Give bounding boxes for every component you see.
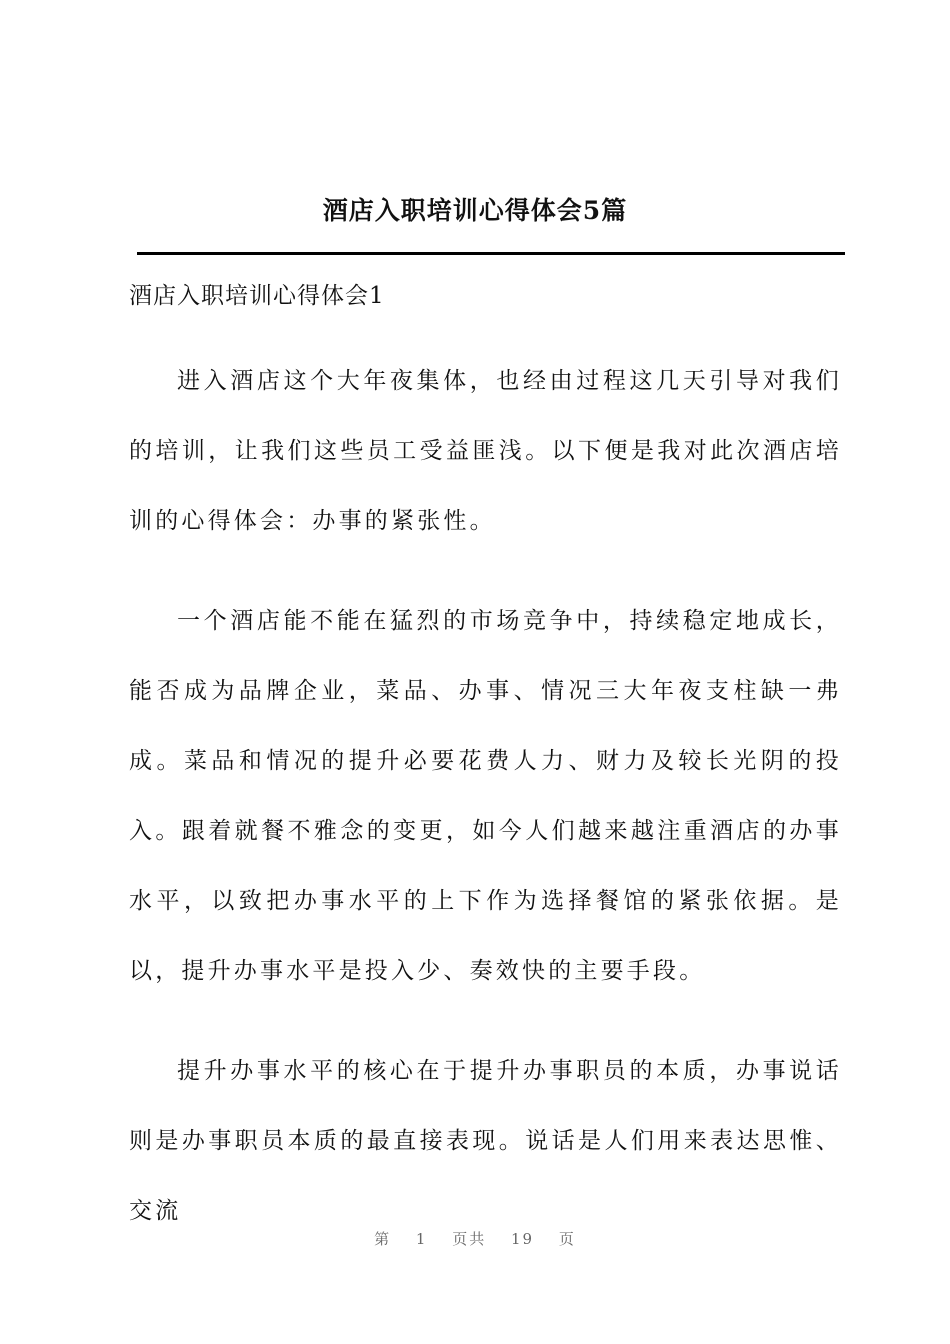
page-label-prefix: 第: [374, 1230, 392, 1248]
page-label-suffix: 页: [558, 1230, 576, 1248]
section-heading: 酒店入职培训心得体会1: [129, 283, 385, 309]
page-footer: [0, 1228, 950, 1249]
title-divider: [137, 252, 845, 255]
document-title: 酒店入职培训心得体会5篇: [322, 196, 628, 225]
paragraph-1: 进入酒店这个大年夜集体，也经由过程这几天引导对我们的培训，让我们这些员工受益匪浅。以下便是我对此次酒店培训的心得体会：办事的紧张性。: [129, 368, 842, 534]
page-label-middle: 页共: [452, 1230, 487, 1248]
paragraph-3: 提升办事水平的核心在于提升办事职员的本质，办事说话则是办事职员本质的最直接表现。说话是人们用来表达思惟、交流: [129, 1058, 842, 1224]
total-pages: 19: [511, 1230, 535, 1248]
paragraph-2: 一个酒店能不能在猛烈的市场竞争中，持续稳定地成长，能否成为品牌企业，菜品、办事、情况三大年夜支柱缺一弗成。菜品和情况的提升必要花费人力、财力及较长光阴的投入。跟着就餐不雅念的变更，如今人们越来越注重酒店的办事水平，以致把办事水平的上下作为选择餐馆的紧张依据。是以，提升办事水平是投入少、奏效快的主要手段。: [129, 608, 842, 984]
document-body: [129, 276, 842, 1246]
page-number: 1: [415, 1230, 428, 1248]
